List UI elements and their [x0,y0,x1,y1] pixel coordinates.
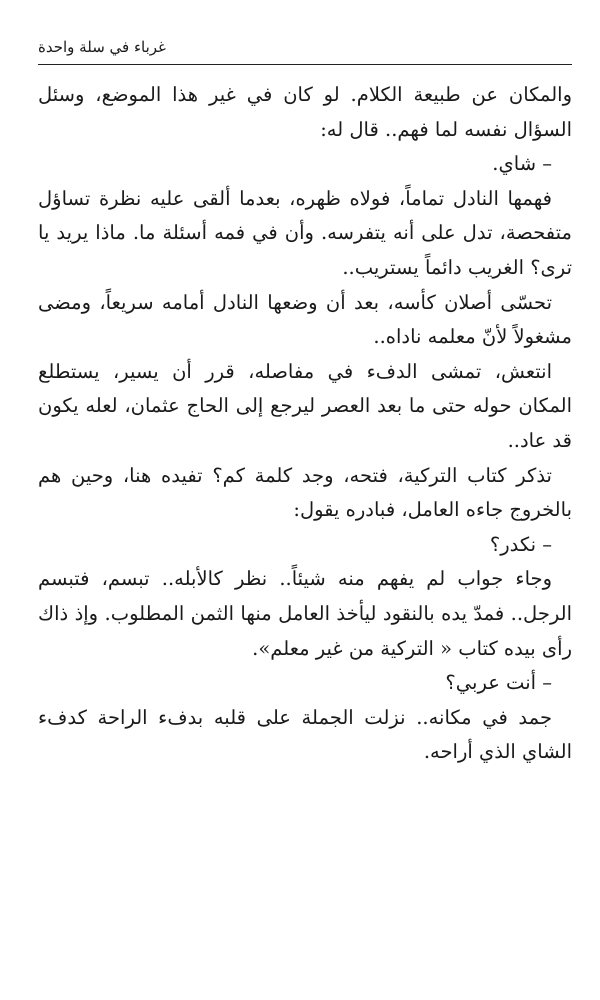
paragraph: والمكان عن طبيعة الكلام. لو كان في غير هذا الموضع، وسئل السؤال نفسه لما فهم.. قال له: [38,83,572,141]
paragraph: – نكدر؟ [489,532,552,556]
paragraph: – أنت عربي؟ [445,671,552,695]
paragraph: فهمها النادل تماماً، فولاه ظهره، بعدما ألقى عليه نظرة تساؤل متفحصة، تدل على أنه يتفرسه. وأن في فمه أسئلة ما. ماذا يريد يا ترى؟ الغريب دائماً يستريب.. [38,186,572,279]
paragraph: جمد في مكانه.. نزلت الجملة على قلبه بدفء الراحة كدفء الشاي الذي أراحه. [38,705,572,764]
paragraph: – شاي. [492,152,552,176]
book-page [38,0,572,1000]
header-divider [38,64,572,65]
paragraph: انتعش، تمشى الدفء في مفاصله، قرر أن يسير، يستطلع المكان حوله حتى ما بعد العصر ليرجع إلى الحاج عثمان، لعله يكون قد عاد.. [38,359,572,452]
paragraph: وجاء جواب لم يفهم منه شيئاً.. نظر كالأبله.. تبسم، فتبسم الرجل.. فمدّ يده بالنقود ليأخذ العامل منها الثمن المطلوب. وإذ ذاك رأى بيده كتاب « التركية من غير معلم». [38,567,572,660]
running-title: غرباء في سلة واحدة [38,38,166,56]
paragraph: تحسّى أصلان كأسه، بعد أن وضعها النادل أمامه سريعاً، ومضى مشغولاً لأنّ معلمه ناداه.. [38,290,572,349]
paragraph: تذكر كتاب التركية، فتحه، وجد كلمة كم؟ تفيده هنا، وحين هم بالخروج جاءه العامل، فبادره يقول: [38,463,572,522]
running-header [38,38,572,56]
body-text [38,78,572,770]
